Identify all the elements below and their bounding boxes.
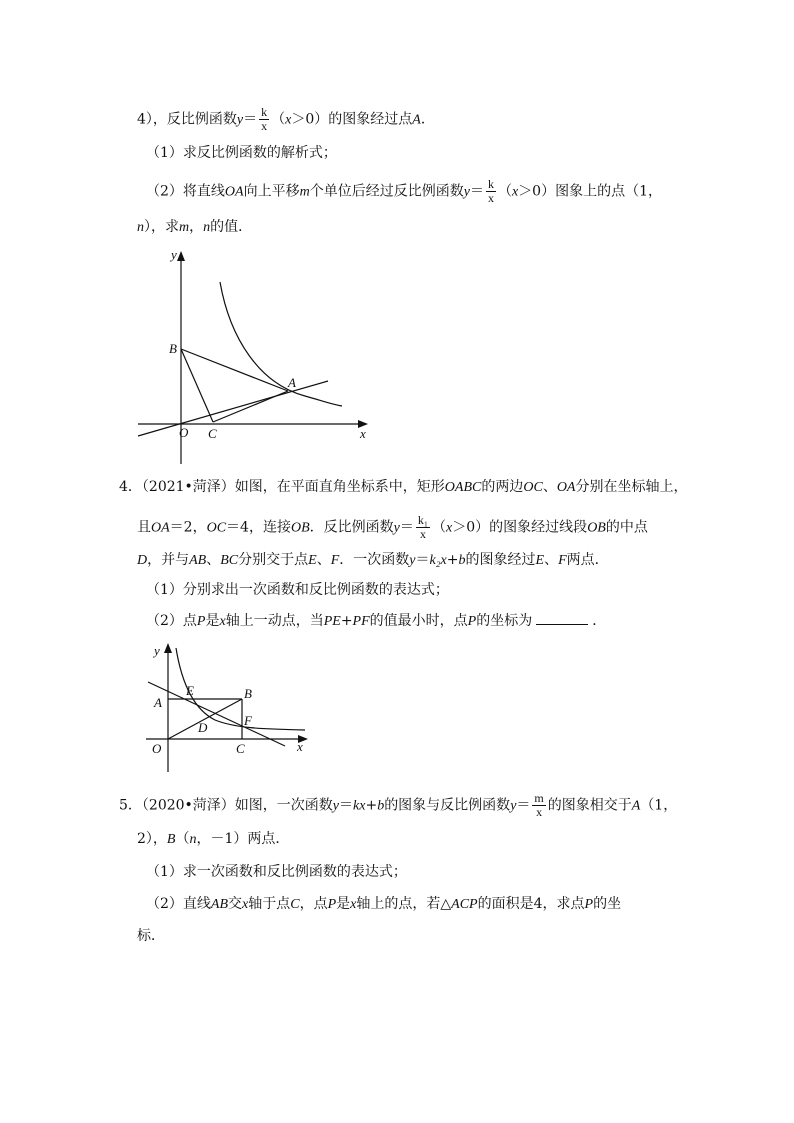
q4-part2: （2）点P是x轴上一动点，当PE+PF的值最小时，点P的坐标为 ． [146,613,607,629]
label-O: O [179,425,189,440]
hyperbola-curve [176,648,305,730]
q3-figure [130,244,380,469]
label-A: A [154,695,162,710]
q3-part1: （1）求反比例函数的解析式； [146,145,337,161]
q5-part1: （1）求一次函数和反比例函数的表达式； [146,864,407,880]
q5-part2-cont: 标． [137,928,165,944]
fraction-k1-over-x: $\frac{\text{k₁}}{x}$ [417,513,429,541]
q5-line2: 2），B（n，－1）两点． [137,831,290,847]
label-C: C [236,741,245,756]
segment-CA [213,391,288,422]
q5-line1: 5．（2020•菏泽）如图，一次函数y＝kx+b的图象与反比例函数y＝ $\frac{m}{x}$ 的图象相交于A（1， [119,791,678,819]
fraction-k-over-x: $\frac{k}{x}$ [487,177,494,205]
label-y: y [154,643,160,658]
label-C: C [208,426,217,441]
q4-figure [140,640,315,775]
q4-line1: 4．（2021•菏泽）如图，在平面直角坐标系中，矩形OABC的两边OC、OA分别在坐标轴上， [119,479,688,495]
label-F: F [244,713,252,728]
q4-part1: （1）分别求出一次函数和反比例函数的表达式； [146,582,449,598]
label-x: x [297,739,303,754]
label-B: B [169,341,177,356]
label-A: A [288,375,296,390]
q3-part2: （2）将直线OA向上平移m个单位后经过反比例函数y＝ $\frac{k}{x}$ （x＞0）图象上的点（1， [146,177,662,205]
label-O: O [152,741,162,756]
y-axis-arrow [164,643,172,653]
label-B: B [244,686,252,701]
q5-part2: （2）直线AB交x轴于点C，点P是x轴上的点，若△ACP的面积是4，求点P的坐 [146,896,622,912]
label-E: E [186,683,194,698]
hyperbola-curve [220,282,342,406]
fraction-k-over-x: $\frac{k}{x}$ [261,105,268,133]
q3-part2-cont: n），求m，n的值． [137,219,253,235]
label-y: y [171,247,177,262]
fraction-m-over-x: $\frac{m}{x}$ [534,791,544,819]
label-x: x [360,426,366,441]
label-D: D [198,720,208,735]
y-axis-arrow [177,251,185,261]
q3-line1: 4），反比例函数y＝ $\frac{k}{x}$ （x＞0）的图象经过点A． [137,105,435,133]
q4-line3: D，并与AB、BC分别交于点E、F．一次函数y＝k₂x+b的图象经过E、F两点． [137,552,609,568]
answer-blank[interactable] [536,612,588,625]
q4-line2: 且OA＝2，OC＝4，连接OB．反比例函数y＝ $\frac{\text{k₁}}{x}$ （x＞0）的图象经过线段OB的中点 [137,513,648,541]
line-OA [138,381,328,436]
